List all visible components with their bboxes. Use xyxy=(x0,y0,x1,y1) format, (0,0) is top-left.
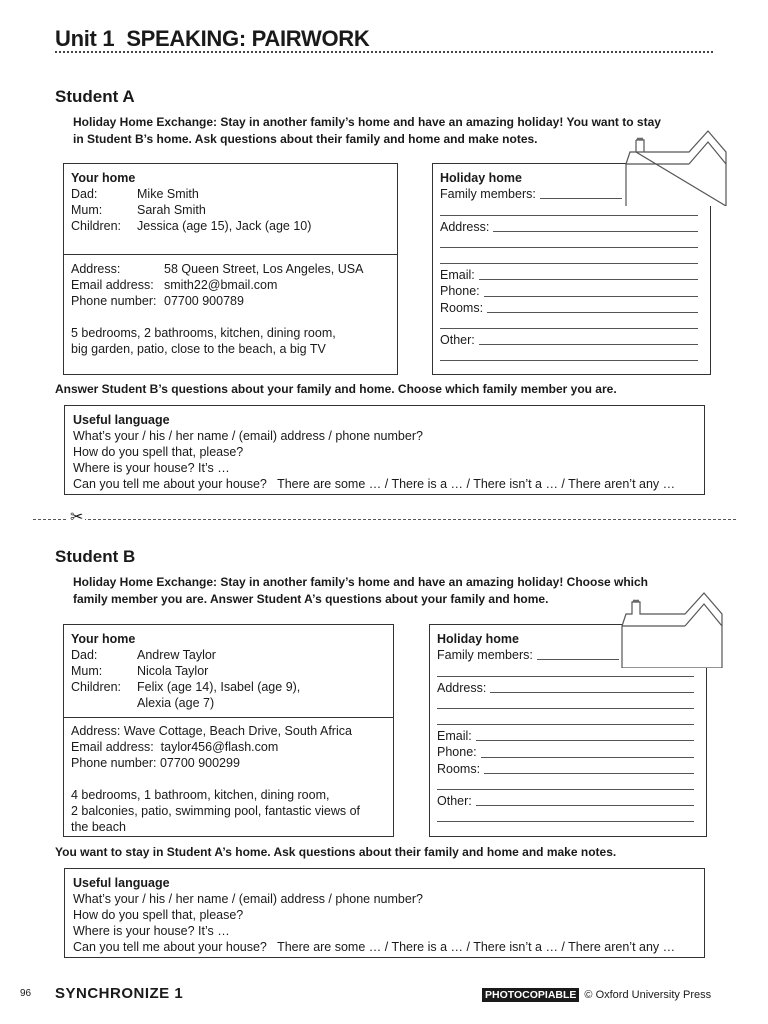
field-value: Nicola Taylor xyxy=(137,664,209,678)
field-label: Address: xyxy=(440,219,490,234)
field-label: Mum: xyxy=(71,203,103,217)
notes-blank-line[interactable] xyxy=(440,215,698,216)
contact-row-email xyxy=(71,277,390,293)
field-label: Email address: xyxy=(71,278,154,292)
family-members-input[interactable] xyxy=(540,198,622,199)
field-label: Family members: xyxy=(440,187,536,202)
field-label: Email address: xyxy=(71,740,154,754)
field-label xyxy=(71,695,137,711)
field-value: Sarah Smith xyxy=(137,203,206,217)
copyright-text: © Oxford University Press xyxy=(584,989,712,1001)
useful-language-title: Useful language xyxy=(73,876,170,890)
notes-blank-line[interactable] xyxy=(440,263,698,264)
brand-logo: SYNCHRONIZE 1 xyxy=(55,985,184,1002)
rooms-description: 2 balconies, patio, swimming pool, fantastic views of xyxy=(71,804,361,818)
field-label: Email: xyxy=(440,268,475,283)
scissors-icon: ✂ xyxy=(70,509,84,526)
page-number: 96 xyxy=(20,988,32,999)
house-icon xyxy=(622,130,730,206)
student-a-heading: Student A xyxy=(55,87,135,106)
student-b-your-home-card xyxy=(63,624,394,837)
field-label: Dad: xyxy=(71,648,98,662)
student-b-intro xyxy=(73,574,713,608)
field-label: Address: xyxy=(437,680,487,695)
field-value: 07700 900789 xyxy=(164,294,244,308)
field-label: Rooms: xyxy=(440,300,484,315)
student-b-instruction: You want to stay in Student A’s home. Ask questions about their family and home and make notes. xyxy=(55,845,617,859)
house-icon xyxy=(618,592,726,668)
field-label: Address: xyxy=(71,262,121,276)
field-label: Phone: xyxy=(437,745,477,760)
field-value: Felix (age 14), Isabel (age 9), xyxy=(137,680,301,694)
field-value: taylor456@flash.com xyxy=(160,740,279,754)
other-input[interactable] xyxy=(479,344,698,345)
rooms-input[interactable] xyxy=(487,312,698,313)
useful-language-line: Can you tell me about your house? There are some … / There is a … / There isn’t a … / There aren’t any … xyxy=(73,940,676,954)
rooms-description: 5 bedrooms, 2 bathrooms, kitchen, dining room, xyxy=(71,326,336,340)
field-value: Wave Cottage, Beach Drive, South Africa xyxy=(123,724,352,738)
field-value: Alexia (age 7) xyxy=(137,696,215,710)
rooms-input[interactable] xyxy=(484,773,694,774)
useful-language-line: How do you spell that, please? xyxy=(73,908,244,922)
phone-input[interactable] xyxy=(484,296,698,297)
notes-blank-line[interactable] xyxy=(437,789,694,790)
unit-label: Unit 1 xyxy=(55,26,115,51)
student-a-your-home-card xyxy=(63,163,398,375)
field-value: 58 Queen Street, Los Angeles, USA xyxy=(164,262,364,276)
notes-blank-line[interactable] xyxy=(437,708,694,709)
photocopiable-badge: PHOTOCOPIABLE xyxy=(482,988,579,1002)
field-label: Children: xyxy=(71,680,122,694)
student-a-intro xyxy=(73,114,713,148)
family-row-mum xyxy=(71,202,390,218)
cut-line xyxy=(33,519,736,520)
useful-language-line: Where is your house? It’s … xyxy=(73,924,230,938)
student-b-heading: Student B xyxy=(55,547,136,566)
field-label: Children: xyxy=(71,219,122,233)
intro-line: Holiday Home Exchange: Stay in another family’s home and have an amazing holiday! Choose which xyxy=(73,575,649,589)
field-value: 07700 900299 xyxy=(159,756,240,770)
student-a-useful-language xyxy=(64,405,705,495)
notes-blank-line[interactable] xyxy=(440,247,698,248)
notes-blank-line[interactable] xyxy=(440,328,698,329)
intro-line: family member you are. Answer Student A’s questions about your family and home. xyxy=(73,592,549,606)
field-value: Mike Smith xyxy=(137,187,199,201)
other-input[interactable] xyxy=(476,805,694,806)
useful-language-line: Can you tell me about your house? There are some … / There is a … / There isn’t a … / There aren’t any … xyxy=(73,477,676,491)
holiday-home-title: Holiday home xyxy=(440,171,522,185)
family-row-dad xyxy=(71,647,386,663)
field-label: Mum: xyxy=(71,664,103,678)
field-label: Phone: xyxy=(440,284,480,299)
family-row-children xyxy=(71,679,386,695)
useful-language-line: What’s your / his / her name / (email) address / phone number? xyxy=(73,892,423,906)
rooms-description: the beach xyxy=(71,820,126,834)
phone-input[interactable] xyxy=(481,757,694,758)
contact-row-phone xyxy=(71,293,390,309)
contact-row-phone xyxy=(71,755,386,771)
contact-row-email xyxy=(71,739,386,755)
footer-copyright xyxy=(482,988,711,1002)
email-input[interactable] xyxy=(476,740,694,741)
email-input[interactable] xyxy=(479,279,698,280)
field-label: Phone number: xyxy=(71,294,157,308)
field-label: Phone number: xyxy=(71,756,157,770)
useful-language-line: How do you spell that, please? xyxy=(73,445,244,459)
page-title xyxy=(55,26,369,52)
field-label: Email: xyxy=(437,729,472,744)
notes-blank-line[interactable] xyxy=(437,821,694,822)
contact-row-address xyxy=(71,261,390,277)
section-title: SPEAKING: PAIRWORK xyxy=(126,26,370,51)
intro-line: in Student B’s home. Ask questions about their family and home and make notes. xyxy=(73,132,538,146)
field-label: Family members: xyxy=(437,648,533,663)
title-divider xyxy=(55,51,713,53)
holiday-home-title: Holiday home xyxy=(437,632,519,646)
student-a-instruction: Answer Student B’s questions about your family and home. Choose which family member you are. xyxy=(55,382,617,396)
useful-language-title: Useful language xyxy=(73,413,170,427)
field-label: Address: xyxy=(71,724,121,738)
useful-language-line: Where is your house? It’s … xyxy=(73,461,230,475)
notes-blank-line[interactable] xyxy=(437,724,694,725)
field-value: Jessica (age 15), Jack (age 10) xyxy=(137,219,312,233)
rooms-description: big garden, patio, close to the beach, a big TV xyxy=(71,342,326,356)
address-input[interactable] xyxy=(493,231,698,232)
field-label: Dad: xyxy=(71,187,98,201)
rooms-description: 4 bedrooms, 1 bathroom, kitchen, dining room, xyxy=(71,788,330,802)
your-home-title: Your home xyxy=(71,171,136,185)
field-label: Rooms: xyxy=(437,761,481,776)
student-b-useful-language xyxy=(64,868,705,958)
contact-row-address xyxy=(71,723,386,739)
field-value: smith22@bmail.com xyxy=(164,278,278,292)
useful-language-line: What’s your / his / her name / (email) address / phone number? xyxy=(73,429,423,443)
field-label: Other: xyxy=(440,332,475,347)
address-input[interactable] xyxy=(490,692,694,693)
family-members-input[interactable] xyxy=(537,659,619,660)
family-row-children-cont xyxy=(71,695,386,711)
family-row-children xyxy=(71,218,390,234)
notes-blank-line[interactable] xyxy=(440,360,698,361)
field-value: Andrew Taylor xyxy=(137,648,216,662)
intro-line: Holiday Home Exchange: Stay in another family’s home and have an amazing holiday! You want to stay xyxy=(73,115,661,129)
field-label: Other: xyxy=(437,793,472,808)
your-home-title: Your home xyxy=(71,632,136,646)
family-row-mum xyxy=(71,663,386,679)
notes-blank-line[interactable] xyxy=(437,676,694,677)
family-row-dad xyxy=(71,186,390,202)
